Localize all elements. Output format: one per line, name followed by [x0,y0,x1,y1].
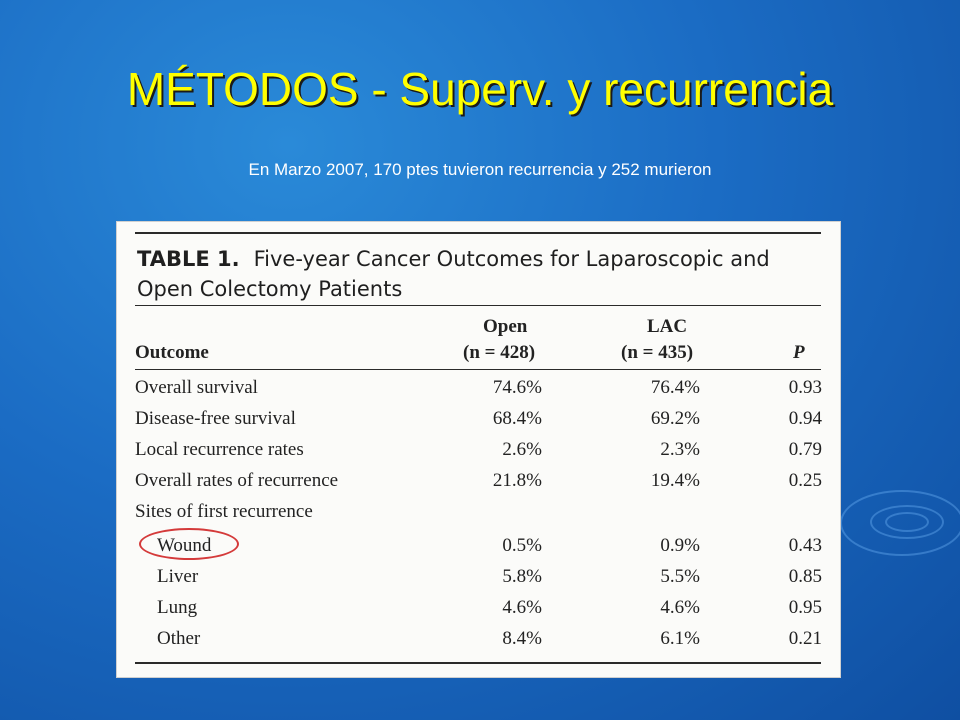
row-p-value: 0.94 [788,408,822,429]
row-lac-value: 19.4% [650,470,700,491]
table-header-rule [135,369,821,370]
col-header-open: Open [483,316,528,337]
slide-title: MÉTODOS - Superv. y recurrencia [126,63,834,115]
outcomes-table [117,222,840,677]
row-outcome-label: Overall rates of recurrence [135,470,339,491]
row-p-value: 0.43 [788,535,822,556]
row-outcome-label: Disease-free survival [135,408,296,429]
row-outcome-label: Local recurrence rates [135,439,304,460]
table-bottom-rule [135,662,821,664]
row-p-value: 0.95 [788,597,822,618]
table-top-rule [135,232,821,234]
row-lac-value: 76.4% [650,377,700,398]
row-outcome-label: Liver [157,566,199,587]
ripple-decoration [840,490,960,556]
col-header-p: P [793,342,805,363]
row-p-value: 0.79 [788,439,822,460]
col-header-lac-n: (n = 435) [621,342,694,363]
row-lac-value: 2.3% [660,439,700,460]
row-open-value: 2.6% [502,439,542,460]
row-p-value: 0.25 [788,470,822,491]
row-open-value: 4.6% [502,597,542,618]
table-caption: Five-year Cancer Outcomes for Laparoscopic and Open Colectomy Patients [137,247,770,301]
row-outcome-label: Wound [157,535,212,556]
wound-highlight-circle [139,528,239,560]
row-lac-value: 69.2% [650,408,700,429]
row-lac-value: 0.9% [660,535,700,556]
table-caption-rule [135,305,821,306]
slide-subtitle: En Marzo 2007, 170 ptes tuvieron recurrencia y 252 murieron [248,160,712,179]
row-open-value: 5.8% [502,566,542,587]
row-open-value: 74.6% [492,377,542,398]
row-outcome-label: Lung [157,597,198,618]
row-open-value: 68.4% [492,408,542,429]
row-outcome-label: Sites of first recurrence [135,501,313,522]
row-p-value: 0.21 [788,628,822,649]
row-p-value: 0.93 [788,377,822,398]
row-open-value: 21.8% [492,470,542,491]
row-lac-value: 4.6% [660,597,700,618]
table-caption-block [137,244,827,304]
row-outcome-label: Other [157,628,201,649]
row-open-value: 8.4% [502,628,542,649]
col-header-lac: LAC [647,316,688,337]
row-p-value: 0.85 [788,566,822,587]
row-lac-value: 6.1% [660,628,700,649]
row-lac-value: 5.5% [660,566,700,587]
row-outcome-label: Overall survival [135,377,258,398]
col-header-open-n: (n = 428) [463,342,536,363]
table-label: TABLE 1. [137,247,240,271]
row-open-value: 0.5% [502,535,542,556]
col-header-outcome: Outcome [135,342,209,363]
